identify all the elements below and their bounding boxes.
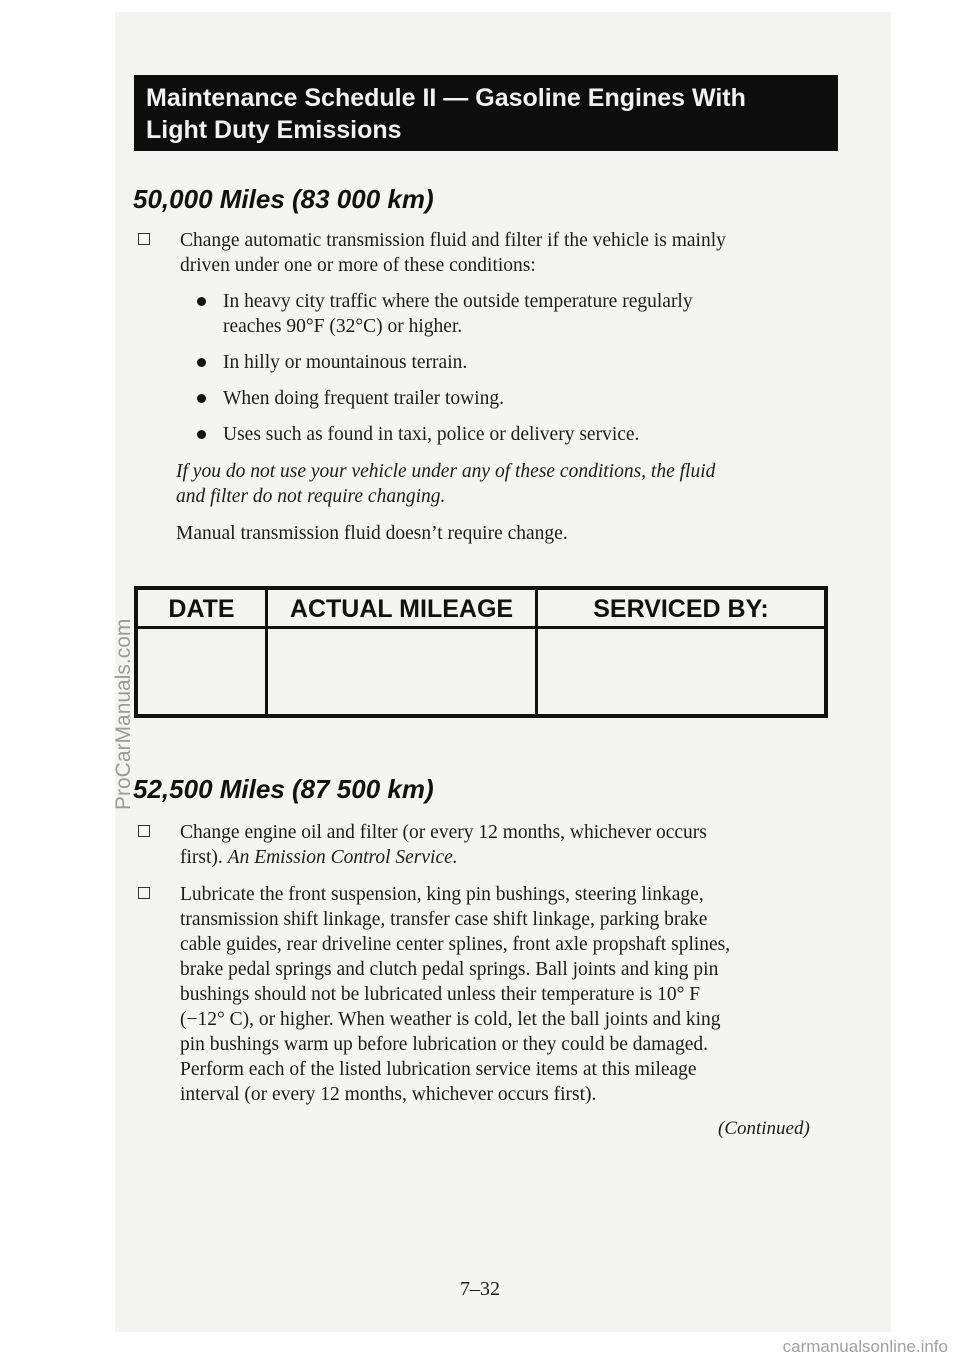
- item-text-line: brake pedal springs and clutch pedal springs. Ball joints and king pin: [180, 959, 719, 980]
- item-text-line: Change automatic transmission fluid and filter if the vehicle is mainly: [180, 230, 726, 251]
- note-paragraph: [176, 459, 715, 509]
- item-text-line: Change engine oil and filter (or every 12 months, whichever occurs: [180, 822, 707, 843]
- checkbox-icon[interactable]: [138, 233, 150, 245]
- item-text-line: Lubricate the front suspension, king pin bushings, steering linkage,: [180, 884, 704, 905]
- page-number: 7–32: [460, 1278, 500, 1300]
- item-text-line: pin bushings warm up before lubrication or they could be damaged.: [180, 1034, 708, 1055]
- checkbox-icon[interactable]: [138, 887, 150, 899]
- bullet-icon: [197, 297, 206, 306]
- table-header-divider: [138, 626, 824, 629]
- bullet-text-line: In hilly or mountainous terrain.: [223, 352, 468, 373]
- column-header-actual-mileage: ACTUAL MILEAGE: [289, 595, 514, 623]
- side-watermark: ProCarManuals.com: [112, 618, 135, 810]
- item-text-line: bushings should not be lubricated unless their temperature is 10° F: [180, 984, 701, 1005]
- note-line: and filter do not require changing.: [176, 486, 446, 507]
- column-header-date: DATE: [168, 595, 235, 623]
- bullet-text-line: In heavy city traffic where the outside temperature regularly: [223, 291, 693, 312]
- item-text-line: transmission shift linkage, transfer case shift linkage, parking brake: [180, 909, 708, 930]
- page-title-line-2: Light Duty Emissions: [146, 116, 402, 144]
- page-title-line-1: Maintenance Schedule II — Gasoline Engines With: [146, 84, 746, 112]
- bullet-icon: [197, 358, 206, 367]
- manual-transmission-note: Manual transmission fluid doesn’t require change.: [176, 523, 568, 544]
- bullet-icon: [197, 394, 206, 403]
- section-heading-50000: 50,000 Miles (83 000 km): [133, 184, 434, 214]
- section-heading-52500: 52,500 Miles (87 500 km): [133, 774, 434, 804]
- checkbox-icon[interactable]: [138, 825, 150, 837]
- bullet-text-line: Uses such as found in taxi, police or delivery service.: [223, 424, 640, 445]
- emission-control-label: An Emission Control Service.: [227, 847, 458, 868]
- item-text-line: interval (or every 12 months, whichever occurs first).: [180, 1084, 597, 1105]
- continued-label: (Continued): [718, 1118, 810, 1139]
- note-line: If you do not use your vehicle under any of these conditions, the fluid: [176, 461, 716, 482]
- item-text-line: cable guides, rear driveline center splines, front axle propshaft splines,: [180, 934, 731, 955]
- bullet-text-line: When doing frequent trailer towing.: [223, 388, 505, 409]
- footer-watermark: carmanualsonline.info: [782, 1337, 948, 1356]
- service-record-table: [134, 586, 828, 718]
- item-text-line: Perform each of the listed lubrication service items at this mileage: [180, 1059, 697, 1080]
- bullet-icon: [197, 430, 206, 439]
- item-text-line: [180, 845, 860, 870]
- bullet-text-line: reaches 90°F (32°C) or higher.: [223, 316, 463, 337]
- item-text-plain: first).: [180, 847, 228, 868]
- item-text-line: driven under one or more of these conditions:: [180, 255, 536, 276]
- column-header-serviced-by: SERVICED BY:: [593, 595, 769, 623]
- page-title: [134, 75, 838, 151]
- item-text-line: (−12° C), or higher. When weather is cold, let the ball joints and king: [180, 1009, 721, 1030]
